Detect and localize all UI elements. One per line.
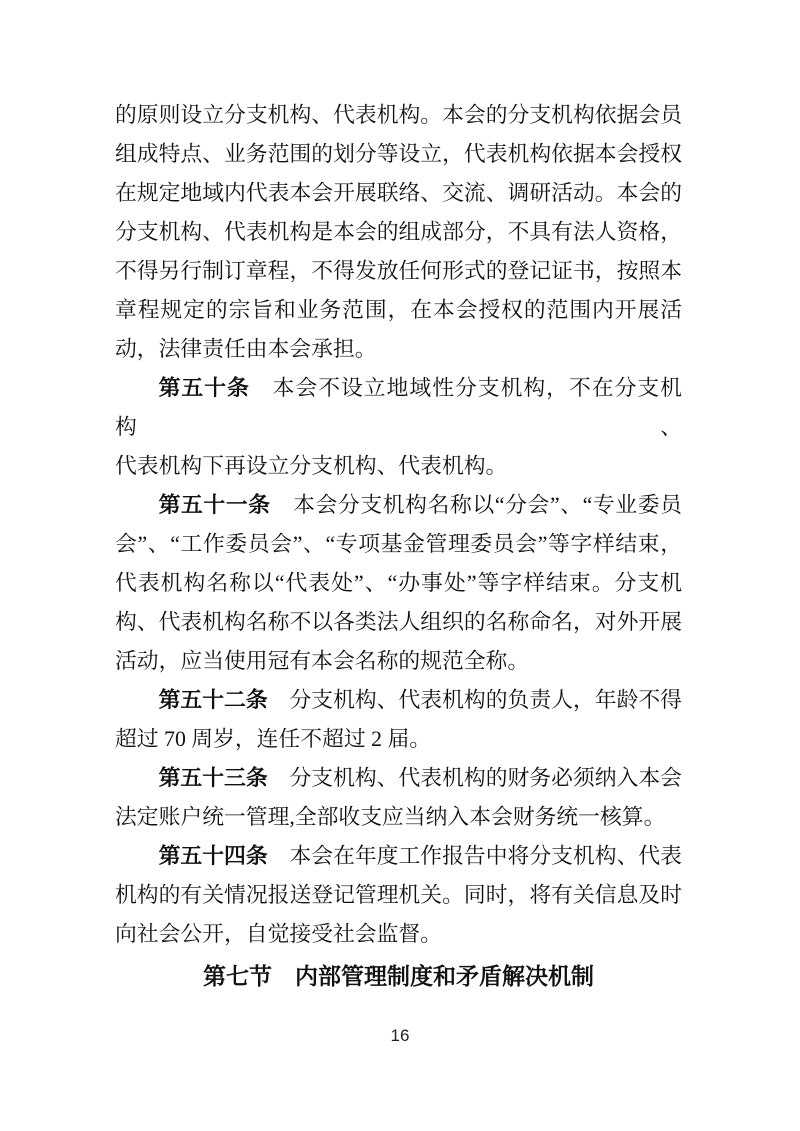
article-number: 第五十三条 xyxy=(158,766,268,790)
page-number: 16 xyxy=(390,1026,410,1045)
text-line xyxy=(115,330,682,369)
text-segment: 在规定地域内代表本会开展联络、交流、调研活动。本会的 xyxy=(115,181,682,205)
article-number: 第五十一条 xyxy=(158,493,271,517)
text-segment: 动，法律责任由本会承担。 xyxy=(115,337,377,361)
text-segment: 会”、“工作委员会”、“专项基金管理委员会”等字样结束， xyxy=(115,532,682,556)
text-segment: 本会分支机构名称以“分会”、“专业委员 xyxy=(270,493,682,517)
text-segment: 的原则设立分支机构、代表机构。本会的分支机构依据会员 xyxy=(115,103,682,127)
text-segment: 章程规定的宗旨和业务范围，在本会授权的范围内开展活 xyxy=(115,298,682,322)
text-segment: 活动，应当使用冠有本会名称的规范全称。 xyxy=(115,649,530,673)
text-line xyxy=(115,486,682,525)
text-line xyxy=(115,213,682,252)
text-line xyxy=(115,876,682,915)
paragraph xyxy=(115,681,682,759)
paragraph xyxy=(115,837,682,954)
text-segment: 超过 70 周岁，连任不超过 2 届。 xyxy=(115,727,432,751)
paragraph xyxy=(115,759,682,837)
section-heading: 第七节 内部管理制度和矛盾解决机制 xyxy=(203,964,594,989)
text-line xyxy=(115,915,682,954)
text-line xyxy=(115,642,682,681)
text-segment: 法定账户统一管理,全部收支应当纳入本会财务统一核算。 xyxy=(115,805,666,829)
text-line xyxy=(115,96,682,135)
article-number: 第五十条 xyxy=(158,376,250,400)
text-segment: 组成特点、业务范围的划分等设立，代表机构依据本会授权 xyxy=(115,142,682,166)
article-number: 第五十二条 xyxy=(158,688,268,712)
text-segment: 构、代表机构名称不以各类法人组织的名称命名，对外开展 xyxy=(115,610,682,634)
text-line xyxy=(115,837,682,876)
paragraph xyxy=(115,486,682,681)
text-line xyxy=(115,759,682,798)
text-segment: 向社会公开，自觉接受社会监督。 xyxy=(115,922,442,946)
text-segment: 代表机构名称以“代表处”、“办事处”等字样结束。分支机 xyxy=(115,571,682,595)
document-body xyxy=(115,96,682,996)
paragraph xyxy=(115,96,682,369)
text-line xyxy=(115,564,682,603)
text-line xyxy=(115,369,682,447)
text-line xyxy=(115,720,682,759)
text-segment: 分支机构、代表机构是本会的组成部分，不具有法人资格， xyxy=(115,220,682,244)
text-line xyxy=(115,447,682,486)
article-number: 第五十四条 xyxy=(158,844,268,868)
text-line xyxy=(115,291,682,330)
text-segment: 机构的有关情况报送登记管理机关。同时，将有关信息及时 xyxy=(115,883,682,907)
text-line xyxy=(115,135,682,174)
text-segment: 本会在年度工作报告中将分支机构、代表 xyxy=(267,844,682,868)
text-line xyxy=(115,681,682,720)
paragraph xyxy=(115,369,682,486)
text-line xyxy=(115,603,682,642)
text-line xyxy=(115,252,682,291)
text-line xyxy=(115,798,682,837)
text-segment: 分支机构、代表机构的负责人，年龄不得 xyxy=(267,688,682,712)
text-segment: 代表机构下再设立分支机构、代表机构。 xyxy=(115,454,508,478)
text-segment: 本会不设立地域性分支机构，不在分支机构、 xyxy=(115,376,682,439)
text-segment: 分支机构、代表机构的财务必须纳入本会 xyxy=(267,766,682,790)
text-segment: 不得另行制订章程，不得发放任何形式的登记证书，按照本 xyxy=(115,259,682,283)
text-line xyxy=(115,525,682,564)
text-line xyxy=(115,174,682,213)
